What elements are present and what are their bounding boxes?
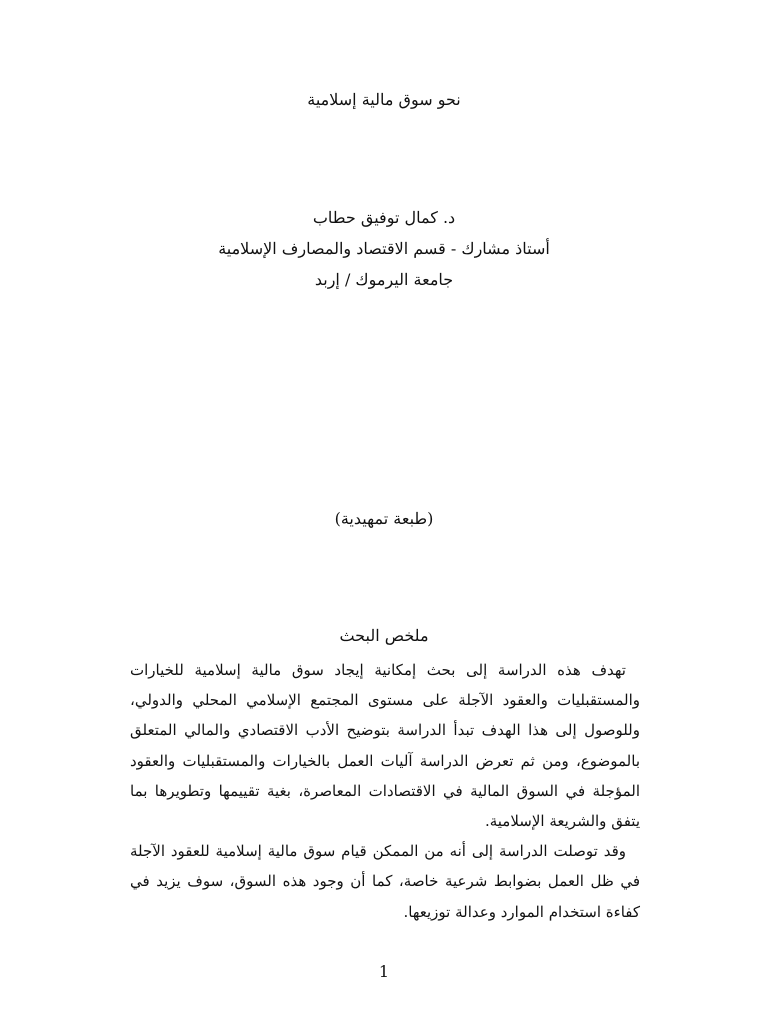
abstract-heading: ملخص البحث [339, 626, 429, 645]
document-title: نحو سوق مالية إسلامية [307, 90, 461, 109]
abstract-body [130, 655, 640, 927]
author-university: جامعة اليرموك / إربد [314, 270, 454, 289]
abstract-paragraph-1: تهدف هذه الدراسة إلى بحث إمكانية إيجاد سوق مالية إسلامية للخيارات والمستقبليات والعقود الآجلة على مستوى المجتمع الإسلامي المحلي والدولي، وللوصول إلى هذا الهدف تبدأ الدراسة بتوضيح الأدب الاقتصادي والمالي المتعلق بالموضوع، ومن ثم تعرض الدراسة آليات العمل بالخيارات والمستقبليات والعقود المؤجلة في السوق المالية في الاقتصادات المعاصرة، بغية تقييمها وتطويرها بما يتفق والشريعة الإسلامية. [130, 661, 640, 831]
abstract-paragraph-2: وقد توصلت الدراسة إلى أنه من الممكن قيام سوق مالية إسلامية للعقود الآجلة في ظل العمل بضوابط شرعية خاصة، كما أن وجود هذه السوق، سوف يزيد في كفاءة استخدام الموارد وعدالة توزيعها. [130, 842, 640, 921]
author-position: أستاذ مشارك - قسم الاقتصاد والمصارف الإسلامية [218, 239, 550, 258]
edition-note: (طبعة تمهيدية) [334, 509, 434, 528]
page-number: 1 [378, 962, 390, 981]
author-name: د. كمال توفيق حطاب [312, 208, 456, 227]
